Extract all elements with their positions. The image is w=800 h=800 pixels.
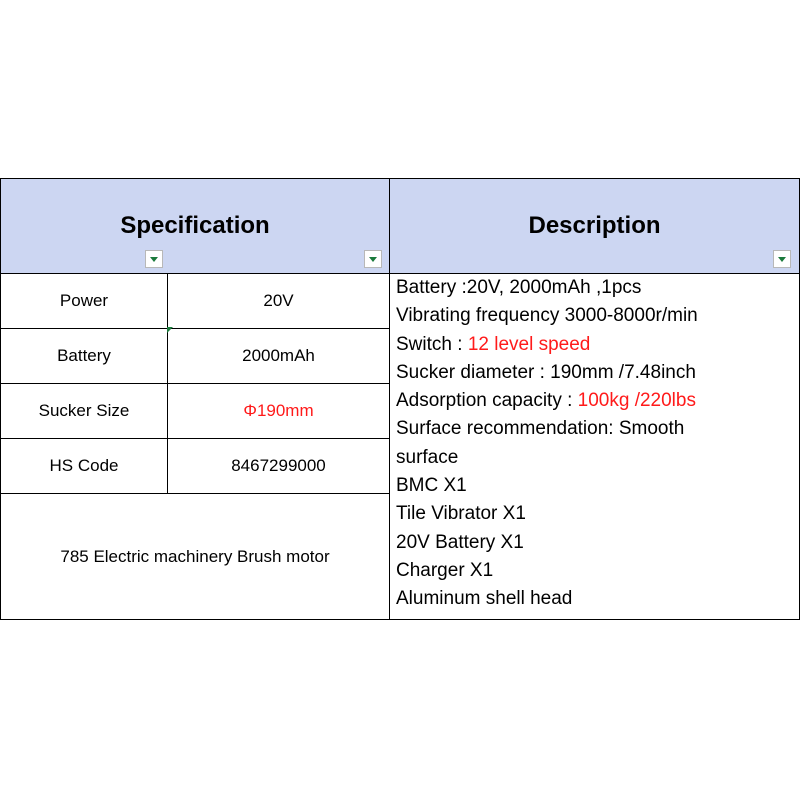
desc-line-frequency: Vibrating frequency 3000-8000r/min xyxy=(396,305,698,327)
spec-table xyxy=(0,178,800,620)
desc-line-adsorption-value: 100kg /220lbs xyxy=(577,390,696,412)
spec-value: 8467299000 xyxy=(231,456,326,475)
filter-dropdown-icon[interactable] xyxy=(773,250,791,268)
spec-value-sucker-size xyxy=(167,383,390,439)
desc-line-switch xyxy=(396,331,799,359)
spec-label: Power xyxy=(59,291,109,310)
motor-note-text: 785 Electric machinery Brush motor xyxy=(60,546,330,566)
spec-value-battery xyxy=(167,328,390,384)
desc-line-shell-head: Aluminum shell head xyxy=(396,588,573,610)
spec-label-hs-code xyxy=(0,438,168,494)
specification-header-label: Specification xyxy=(120,212,270,239)
description-header xyxy=(389,178,800,274)
motor-note xyxy=(0,493,390,620)
desc-line-battery-pack: 20V Battery X1 xyxy=(396,531,524,553)
spec-value: Φ190mm xyxy=(243,401,314,420)
description-body xyxy=(389,273,800,620)
desc-line-tile-vibrator: Tile Vibrator X1 xyxy=(396,503,526,525)
specification-header xyxy=(0,178,390,274)
desc-line-switch-label: Switch : xyxy=(396,333,468,355)
description-header-label: Description xyxy=(528,212,661,239)
spec-value: 20V xyxy=(263,291,294,310)
desc-line-sucker-diameter: Sucker diameter : 190mm /7.48inch xyxy=(396,361,696,383)
desc-line-battery: Battery :20V, 2000mAh ,1pcs xyxy=(396,277,642,298)
desc-line-adsorption-label: Adsorption capacity : xyxy=(396,390,578,412)
spec-label: Battery xyxy=(57,346,111,365)
filter-dropdown-icon[interactable] xyxy=(364,250,382,268)
desc-line-adsorption xyxy=(396,387,799,415)
spec-label: Sucker Size xyxy=(38,401,130,420)
spec-label-battery xyxy=(0,328,168,384)
filter-dropdown-icon[interactable] xyxy=(145,250,163,268)
desc-line-bmc: BMC X1 xyxy=(396,475,467,497)
spec-label-sucker-size xyxy=(0,383,168,439)
desc-line-surface: Surface recommendation: Smooth xyxy=(396,418,685,440)
desc-line-switch-value: 12 level speed xyxy=(467,333,591,355)
spec-label-power xyxy=(0,273,168,329)
comment-indicator-icon xyxy=(167,327,173,333)
desc-line-surface-cont: surface xyxy=(396,446,459,468)
spec-value: 2000mAh xyxy=(242,346,315,365)
desc-line-charger: Charger X1 xyxy=(396,559,494,581)
spec-value-hs-code xyxy=(167,438,390,494)
spec-label: HS Code xyxy=(49,456,119,475)
spec-value-power xyxy=(167,273,390,329)
